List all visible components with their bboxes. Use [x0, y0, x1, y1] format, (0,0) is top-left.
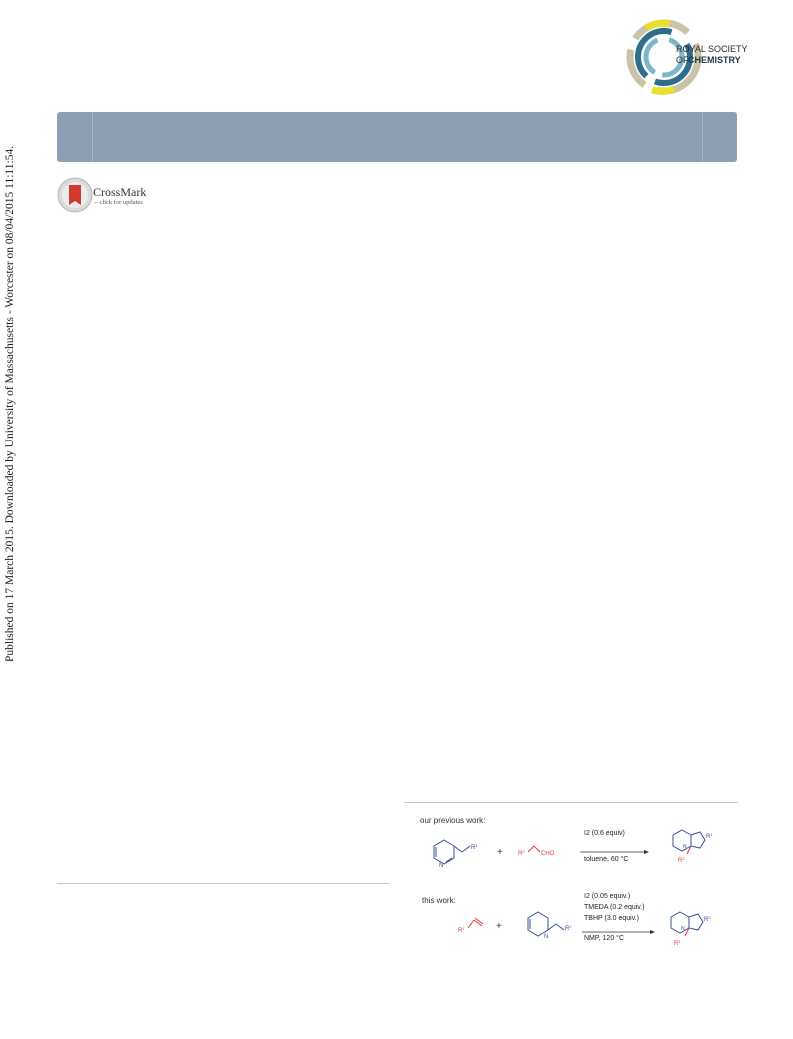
product-r2-label: $R^2$ [678, 856, 685, 864]
r1-label: $R^1$ [471, 843, 478, 851]
rsc-logo [626, 16, 748, 98]
alkene-r1-label: $R^1$ [458, 926, 465, 934]
rsc-logo-line3: CHEMISTRY [688, 55, 741, 65]
header-divider [92, 112, 93, 162]
rsc-logo-line1: ROYAL SOCIETY [676, 44, 748, 54]
scheme-top-rule [404, 802, 738, 803]
cho-label: CHO [541, 851, 555, 857]
indolizine-product-2 [671, 912, 703, 933]
pyridine-n-label-2: N [544, 934, 549, 940]
this-condition-2: TMEDA (0.2 equiv.) [584, 904, 645, 911]
this-work-label: this work: [422, 896, 456, 905]
product2-r1-label: $R^1$ [674, 939, 681, 947]
pyridine-r2-label: $R^2$ [565, 924, 572, 932]
aldehyde-reactant [528, 846, 540, 852]
pyridine-reactant-2 [528, 912, 564, 936]
alkene-reactant [468, 918, 483, 928]
r2-label: $R^2$ [518, 849, 525, 857]
crossmark-subtitle[interactable] [93, 199, 143, 206]
this-condition-1: I2 (0.05 equiv.) [584, 893, 631, 900]
arrow-head-icon [644, 850, 649, 854]
product2-n-label: N [681, 926, 685, 932]
indolizine-product-1 [673, 830, 705, 851]
reaction-scheme [404, 808, 738, 978]
crossmark-subtitle-text: click for updates [99, 199, 143, 206]
product-n-label: N [683, 844, 687, 850]
arrow-head-icon [650, 930, 655, 934]
arrow-left-icon: ← [93, 199, 100, 206]
prev-condition-1: I2 (0.6 equiv) [584, 830, 625, 837]
crossmark-label[interactable]: CrossMark [93, 185, 147, 199]
prev-condition-2: toluene, 60 °C [584, 856, 629, 863]
reaction-structures [404, 808, 738, 978]
this-condition-3: TBHP (3.0 equiv.) [584, 915, 639, 922]
header-divider [702, 112, 703, 162]
publication-note: Published on 17 March 2015. Downloaded by University of Massachusetts - Worcester on 08/04/2015 11:11:54. [4, 145, 16, 662]
this-condition-4: NMP, 120 °C [584, 935, 625, 942]
header-band [57, 112, 737, 162]
product2-r2-label: $R^2$ [704, 915, 711, 923]
product-r1-label: $R^1$ [706, 832, 713, 840]
plus-sign-1: + [497, 847, 503, 858]
pyridine-reactant-1 [434, 840, 470, 864]
rsc-logo-line2: OF [676, 55, 689, 65]
plus-sign-2: + [496, 921, 502, 932]
pyridine-n-label: N [439, 863, 444, 869]
previous-work-label: our previous work: [420, 816, 486, 825]
column-rule [57, 883, 390, 884]
